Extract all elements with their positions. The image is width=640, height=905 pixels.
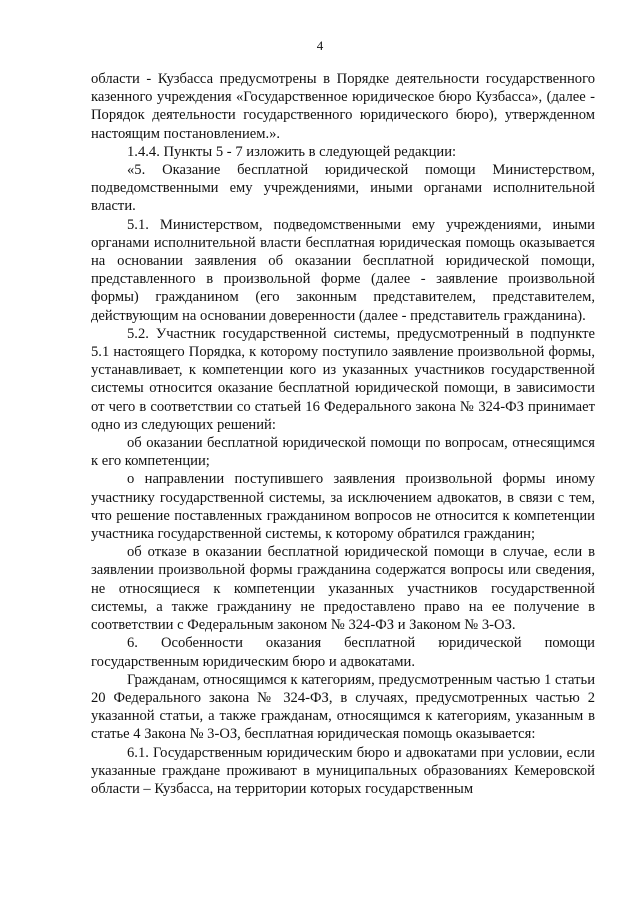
document-body: [91, 70, 595, 798]
paragraph-section-5: «5. Оказание бесплатной юридической помощи Министерством, подведомственными ему учреждениями, иными органами исполнительной власти.: [91, 162, 595, 215]
paragraph-6-1: 6.1. Государственным юридическим бюро и адвокатами при условии, если указанные граждане проживают в муниципальных образованиях Кемеровской области – Кузбасса, на территории которых государственным: [91, 744, 595, 797]
paragraph-5-1: 5.1. Министерством, подведомственными ему учреждениями, иными органами исполнительной власти бесплатная юридическая помощь оказывается на основании заявления об оказании бесплатной юридической помощи, представленного в произвольной форме (далее - заявление произвольной формы) гражданином (его законным представителем, представителем, действующим на основании доверенности (далее - представитель гражданина).: [91, 216, 595, 324]
paragraph-decision-2: о направлении поступившего заявления произвольной формы иному участнику государственной системы, за исключением адвокатов, в связи с тем, что решение поставленных гражданином вопросов не относится к компетенции участника государственной системы, к которому обратился гражданин;: [91, 471, 595, 543]
paragraph-continuation: области - Кузбасса предусмотрены в Порядке деятельности государственного казенного учреждения «Государственное юридическое бюро Кузбасса», (далее - Порядок деятельности государственного юридического бюро), утвержденном настоящим постановлением.».: [91, 71, 595, 142]
paragraph-categories: Гражданам, относящимся к категориям, предусмотренным частью 1 статьи 20 Федерального закона № 324-ФЗ, в случаях, предусмотренных частью 2 указанной статьи, а также гражданам, относящимся к категориям, указанным в статье 4 Закона № 3-ОЗ, бесплатная юридическая помощь оказывается:: [91, 671, 595, 743]
paragraph-5-2: 5.2. Участник государственной системы, предусмотренный в подпункте 5.1 настоящего Порядка, к которому поступило заявление произвольной формы, устанавливает, к компетенции кого из указанных участников государственной системы относится оказание бесплатной юридической помощи, в зависимости от чего в соответствии со статьей 16 Федерального закона № 324-ФЗ принимает одно из следующих решений:: [91, 325, 595, 433]
paragraph-decision-3: об отказе в оказании бесплатной юридической помощи в случае, если в заявлении произвольной формы гражданина содержатся вопросы или сведения, не относящиеся к компетенции указанных участников государственной системы, а также гражданину не предоставлено право на ее получение в соответствии с Федеральным законом № 324-ФЗ и Законом № 3-ОЗ.: [91, 544, 595, 634]
paragraph-decision-1: об оказании бесплатной юридической помощи по вопросам, отнесящимся к его компетенции;: [91, 435, 595, 470]
page-number: 4: [316, 38, 324, 53]
paragraph-1-4-4: 1.4.4. Пункты 5 - 7 изложить в следующей редакции:: [127, 143, 457, 160]
paragraph-section-6: 6. Особенности оказания бесплатной юридической помощи государственным юридическим бюро и адвокатами.: [91, 635, 595, 670]
